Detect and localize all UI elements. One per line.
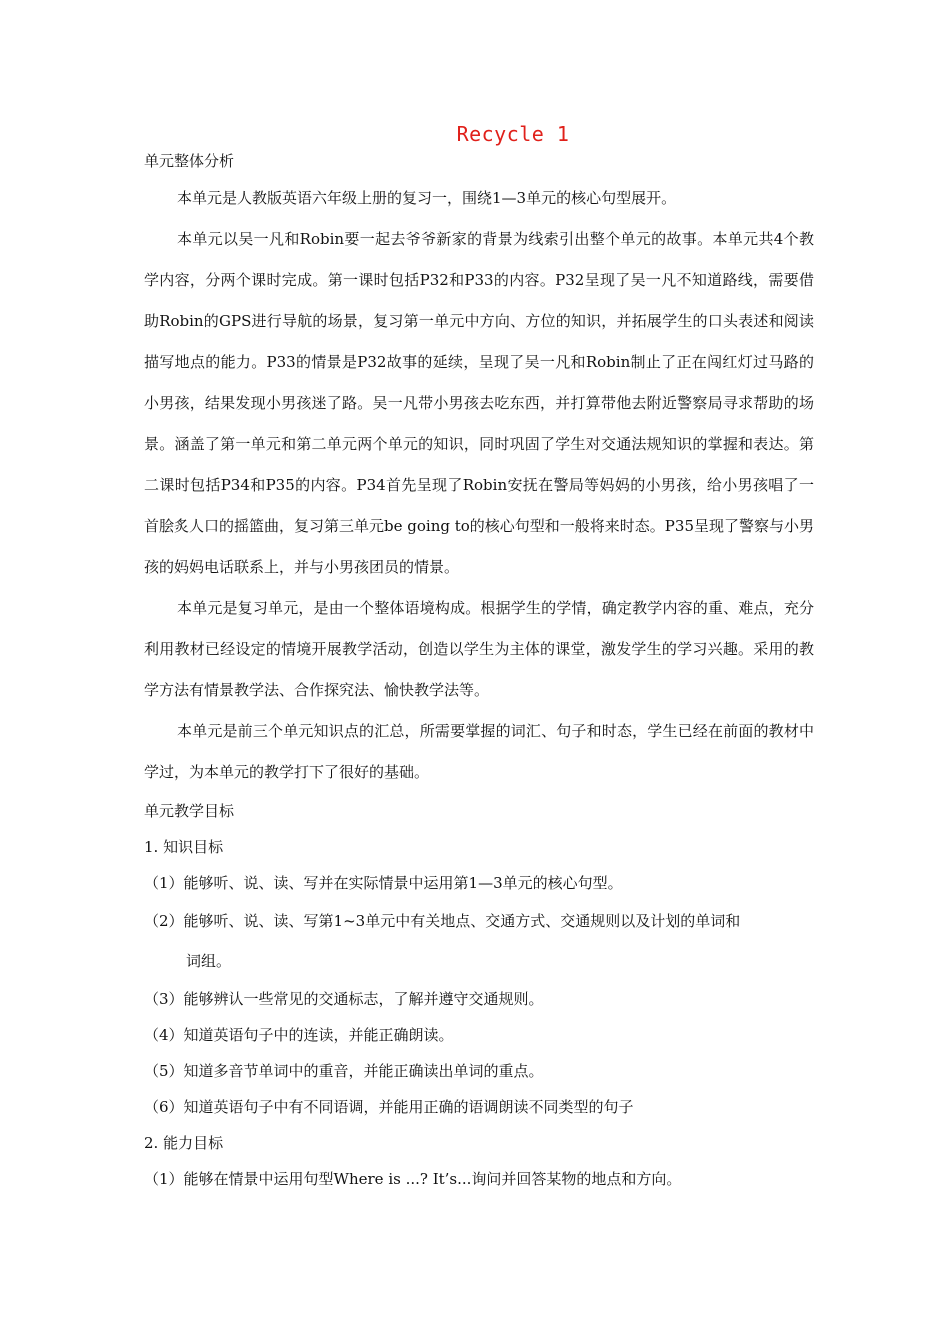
section-heading-analysis: 单元整体分析 (144, 152, 235, 170)
goal-item: （2）能够听、说、读、写第1~3单元中有关地点、交通方式、交通规则以及计划的单词和 (144, 912, 741, 930)
document-title: Recycle 1 (456, 122, 570, 146)
goal-item: （3）能够辨认一些常见的交通标志，了解并遵守交通规则。 (144, 990, 544, 1008)
document-body (144, 148, 814, 1197)
analysis-paragraph: 本单元是复习单元，是由一个整体语境构成。根据学生的学情，确定教学内容的重、难点，充分利用教材已经设定的情境开展教学活动，创造以学生为主体的课堂，激发学生的学习兴趣。采用的教学方法有情景教学法、合作探究法、愉快教学法等。 (144, 599, 814, 699)
subheading-ability-goals: 2. 能力目标 (144, 1134, 224, 1152)
analysis-paragraph: 本单元以吴一凡和Robin要一起去爷爷新家的背景为线索引出整个单元的故事。本单元共4个教学内容，分两个课时完成。第一课时包括P32和P33的内容。P32呈现了吴一凡不知道路线，需要借助Robin的GPS进行导航的场景，复习第一单元中方向、方位的知识，并拓展学生的口头表述和阅读描写地点的能力。P33的情景是P32故事的延续，呈现了吴一凡和Robin制止了正在闯红灯过马路的小男孩，结果发现小男孩迷了路。吴一凡带小男孩去吃东西，并打算带他去附近警察局寻求帮助的场景。涵盖了第一单元和第二单元两个单元的知识，同时巩固了学生对交通法规知识的掌握和表达。第二课时包括P34和P35的内容。P34首先呈现了Robin安抚在警局等妈妈的小男孩，给小男孩唱了一首脍炙人口的摇篮曲，复习第三单元be going to的核心句型和一般将来时态。P35呈现了警察与小男孩的妈妈电话联系上，并与小男孩团员的情景。 (144, 230, 814, 576)
goal-item: （4）知道英语句子中的连读，并能正确朗读。 (144, 1026, 454, 1044)
goal-item: （1）能够听、说、读、写并在实际情景中运用第1—3单元的核心句型。 (144, 874, 623, 892)
goal-item: （1）能够在情景中运用句型Where is ...? It’s...询问并回答某物的地点和方向。 (144, 1170, 682, 1188)
analysis-paragraph: 本单元是前三个单元知识点的汇总，所需要掌握的词汇、句子和时态，学生已经在前面的教材中学过，为本单元的教学打下了很好的基础。 (144, 722, 814, 781)
goal-item: （6）知道英语句子中有不同语调，并能用正确的语调朗读不同类型的句子 (144, 1098, 634, 1116)
goal-item: （5）知道多音节单词中的重音，并能正确读出单词的重点。 (144, 1062, 544, 1080)
subheading-knowledge-goals: 1. 知识目标 (144, 838, 224, 856)
analysis-paragraph: 本单元是人教版英语六年级上册的复习一，围绕1—3单元的核心句型展开。 (177, 189, 677, 207)
section-heading-goals: 单元教学目标 (144, 802, 235, 820)
goal-item-continuation: 词组。 (186, 952, 232, 970)
